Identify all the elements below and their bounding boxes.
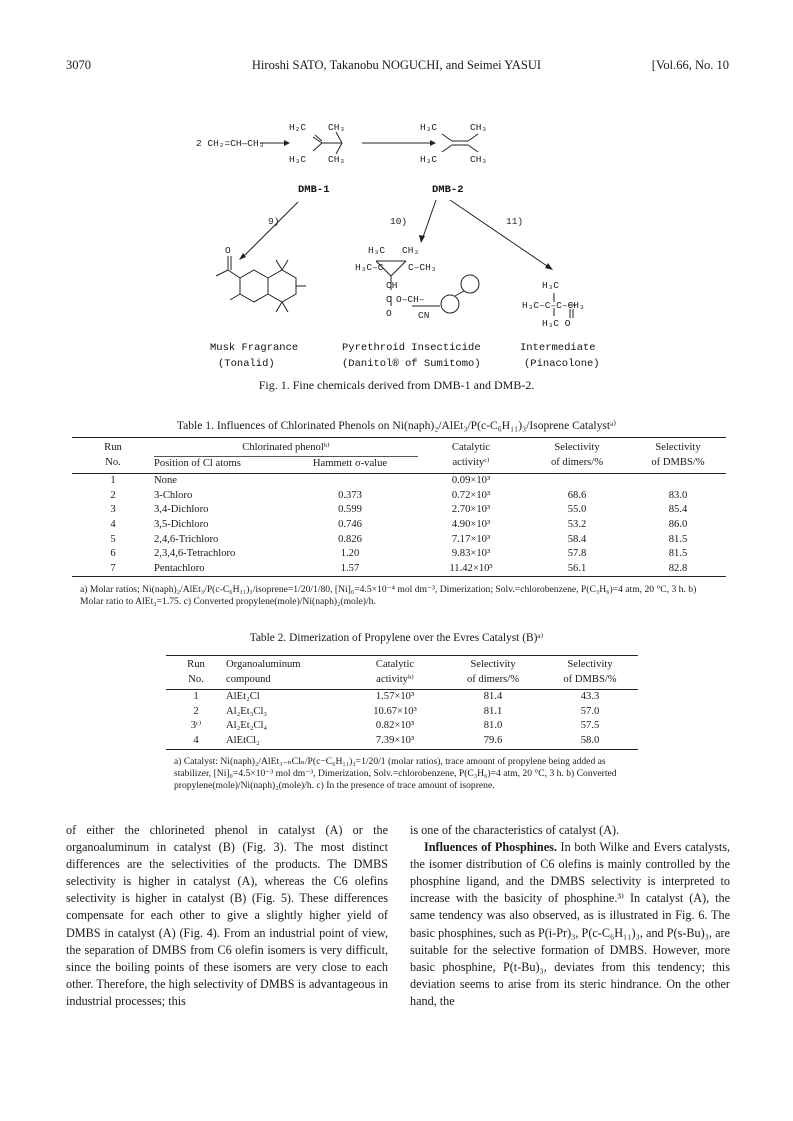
- t2-hdr-compound: compound: [226, 673, 271, 685]
- arrowhead-2: [430, 140, 436, 146]
- page-number: 3070: [66, 58, 91, 72]
- product-3-sub: (Pinacolone): [524, 358, 600, 370]
- t1-hdr-sel-dimers-2: of dimers/%: [550, 457, 604, 469]
- table-1: [72, 437, 726, 577]
- t2-hdr-organo: Organoaluminum: [226, 659, 301, 670]
- svg-text:C–CH₃: C–CH₃: [408, 262, 437, 273]
- t1-hdr-phenol: Chlorinated phenolᵇ⁾: [242, 442, 330, 453]
- t2-hdr-activity: activityᵇ⁾: [376, 673, 414, 685]
- svg-text:CH₃: CH₃: [328, 122, 346, 133]
- table-row: 7 Pentachloro 1.57 11.42×10³ 56.1 82.8: [72, 562, 726, 577]
- svg-text:O–CH–: O–CH–: [396, 294, 425, 305]
- svg-text:CH: CH: [386, 280, 398, 291]
- table-row: 2 Al₂Et₃Cl₃ 10.67×10³ 81.1 57.0: [193, 705, 600, 717]
- t1-hdr-catalytic: Catalytic: [451, 442, 491, 454]
- dmb-2-label: DMB-2: [432, 184, 464, 196]
- svg-text:H₃C: H₃C: [289, 154, 307, 165]
- svg-text:H₃C: H₃C: [368, 245, 386, 256]
- table-row: 5 2,4,6-Trichloro 0.826 7.17×10³ 58.4 81.5: [110, 533, 688, 545]
- svg-text:O: O: [386, 308, 392, 319]
- t1-hdr-hammett: Hammett σ-value: [282, 456, 418, 474]
- figure-1-caption: Fig. 1. Fine chemicals derived from DMB-1 and DMB-2.: [258, 378, 535, 392]
- svg-text:CN: CN: [418, 310, 430, 321]
- svg-text:CH₃: CH₃: [328, 154, 346, 165]
- t1-hdr-sel-dmbs-2: of DMBS/%: [651, 457, 705, 469]
- t1-hdr-activity: activityᶜ⁾: [452, 457, 490, 469]
- table-2-footnote: a) Catalyst: Ni(naph)₂/AlEt₃₋ₙClₙ/P(c−C₆H₁₁)₃=1/20/1 (molar ratios), trace amount of propylene being added as stabilizer, [Ni]₀=4.5×10⁻³ mol dm⁻³, Dimerization, Solv.=chlorobenzene, P(C₃H₆)=4 atm, 20 °C, 3 h. b) Converted propylene(mole)/Ni(naph)₂(mole)/h. c) In the presence of trace amount of isoprene.: [174, 756, 617, 792]
- table-row: 2 3-Chloro 0.373 0.72×10³ 68.6 83.0: [110, 489, 688, 501]
- volume-label: [Vol.66, No. 10: [651, 58, 729, 72]
- body-paragraph: of either the chlorineted phenol in catalyst (A) or the organoaluminum in catalyst (B) (Fig. 3). The most distinct differences are the selectivities of the products. The DMBS selectivity is higher in catalyst (A), whereas the C6 olefins selectivity is higher in catalyst (B) (Fig. 5). These differences compensate for each other to give a slightly higher yield of DMBS in catalyst (A) (Fig. 4). From an industrial point of view, the separation of DMBS from C6 olefin isomers is very difficult, since the boiling points of these isomers are very close to each other. Therefore, the high selectivity of DMBS is advantageous in industrial processes; this: [66, 823, 388, 1008]
- table-1-footnote: a) Molar ratios; Ni(naph)₂/AlEt₃/P(c-C₆H₁₁)₃/isoprene=1/20/1/80, [Ni]₀=4.5×10⁻⁴ mol dm⁻³, Dimerization; Solv.=chlorobenzene, P(C₃H₆)=4 atm, 20 °C, 3 h. b) Molar ratio to AlEt₃=1.75. c) Converted propylene(mole)/Ni(naph)₂(mole)/h.: [80, 584, 697, 608]
- svg-text:H₃C–C: H₃C–C: [355, 262, 384, 273]
- figure-1-scheme: [150, 110, 670, 372]
- arrow-to-pyrethroid: [422, 200, 436, 240]
- ref-11: 11): [506, 216, 524, 227]
- t2-hdr-sel-dmbs-2: of DMBS/%: [563, 673, 617, 685]
- svg-text:H₃C: H₃C: [542, 280, 560, 291]
- tonalid-structure: [216, 256, 306, 312]
- arrow-to-musk: [242, 202, 298, 258]
- table-1-caption: Table 1. Influences of Chlorinated Phenols on Ni(naph)₂/AlEt₃/P(c-C₆H₁₁)₃/Isoprene Catalystᵃ⁾: [176, 419, 617, 432]
- dmb-1-structure: [313, 132, 342, 154]
- arrow-to-pinacolone: [450, 200, 550, 268]
- t1-hdr-position: Position of Cl atoms: [154, 456, 282, 474]
- running-header-authors: Hiroshi SATO, Takanobu NOGUCHI, and Seimei YASUI: [251, 58, 542, 72]
- t1-hdr-sel-dimers: Selectivity: [554, 442, 600, 454]
- dmb-1-label: DMB-1: [298, 184, 330, 196]
- ref-9: 9): [268, 216, 280, 227]
- body-column-right: [410, 822, 730, 1010]
- body-paragraph: In both Wilke and Evers catalysts, the isomer distribution of C6 olefins is mainly controlled by the phosphine ligand, and the DMBS selectivity is interpreted to increase with the basicity of phosphine.³⁾ In catalyst (A), the same tendency was also observed, as is illustrated in Fig. 6. The basic phosphines, such as P(i-Pr)₃, P(c-C₆H₁₁)₃, and P(s-Bu)₃, are suitable for the selective formation of DMBS. However, more basic phosphine, P(t-Bu)₃, deviates from this tendency; this deviation seems to arise from its steric hindrance. On the other hand, the: [410, 840, 730, 1008]
- t2-hdr-sel-dmbs: Selectivity: [567, 659, 613, 670]
- table-row: 1 None 0.09×10³: [110, 475, 491, 487]
- table-2: [166, 655, 638, 750]
- product-1-name: Musk Fragrance: [210, 342, 299, 354]
- table-row: 4 3,5-Dichloro 0.746 4.90×10³ 53.2 86.0: [110, 518, 688, 530]
- product-2-sub: (Danitol® of Sumitomo): [342, 358, 481, 370]
- svg-text:C: C: [386, 294, 392, 305]
- table-row: 3 3,4-Dichloro 0.599 2.70×10³ 55.0 85.4: [110, 504, 688, 516]
- t2-hdr-sel-dimers: Selectivity: [470, 659, 516, 670]
- body-column-left: [66, 822, 388, 1010]
- product-3-name: Intermediate: [520, 342, 596, 354]
- table-row: 4 AlEtCl₂ 7.39×10³ 79.6 58.0: [166, 734, 638, 749]
- svg-text:H₃C O: H₃C O: [542, 318, 571, 329]
- section-heading: Influences of Phosphines.: [424, 840, 557, 855]
- svg-text:H₃C: H₃C: [420, 122, 438, 133]
- table-2-caption: Table 2. Dimerization of Propylene over the Evres Catalyst (B)ᵃ⁾: [249, 632, 544, 644]
- body-paragraph: is one of the characteristics of catalyst (A).: [410, 823, 620, 837]
- ref-10: 10): [390, 216, 408, 227]
- t1-hdr-run: Run: [104, 442, 122, 454]
- svg-text:CH₃: CH₃: [470, 122, 488, 133]
- table-row: 6 2,3,4,6-Tetrachloro 1.20 9.83×10³ 57.8 81.5: [110, 548, 688, 560]
- svg-text:H₂C: H₂C: [289, 122, 307, 133]
- t1-hdr-no: No.: [105, 457, 121, 469]
- svg-text:O: O: [225, 245, 231, 256]
- table-row: 1 AlEt₂Cl 1.57×10³ 81.4 43.3: [193, 691, 600, 703]
- dmb-2-structure: [442, 134, 478, 152]
- t2-hdr-no: No.: [188, 673, 204, 685]
- svg-text:CH₃: CH₃: [402, 245, 420, 256]
- t2-hdr-run: Run: [187, 659, 205, 670]
- svg-text:H₃C: H₃C: [420, 154, 438, 165]
- arrowhead-1: [284, 140, 290, 146]
- t2-hdr-catalytic: Catalytic: [375, 659, 415, 670]
- table-row: 3ᶜ⁾ Al₂Et₂Cl₄ 0.82×10³ 81.0 57.5: [190, 720, 600, 732]
- svg-text:H₃C–C–C–CH₃: H₃C–C–C–CH₃: [522, 300, 585, 311]
- product-1-sub: (Tonalid): [218, 358, 275, 370]
- svg-text:CH₃: CH₃: [470, 154, 488, 165]
- product-2-name: Pyrethroid Insecticide: [342, 342, 481, 354]
- reactant-propylene: 2 CH₂=CH—CH₃: [196, 138, 265, 149]
- t2-hdr-sel-dimers-2: of dimers/%: [466, 673, 520, 685]
- t1-hdr-sel-dmbs: Selectivity: [655, 442, 701, 454]
